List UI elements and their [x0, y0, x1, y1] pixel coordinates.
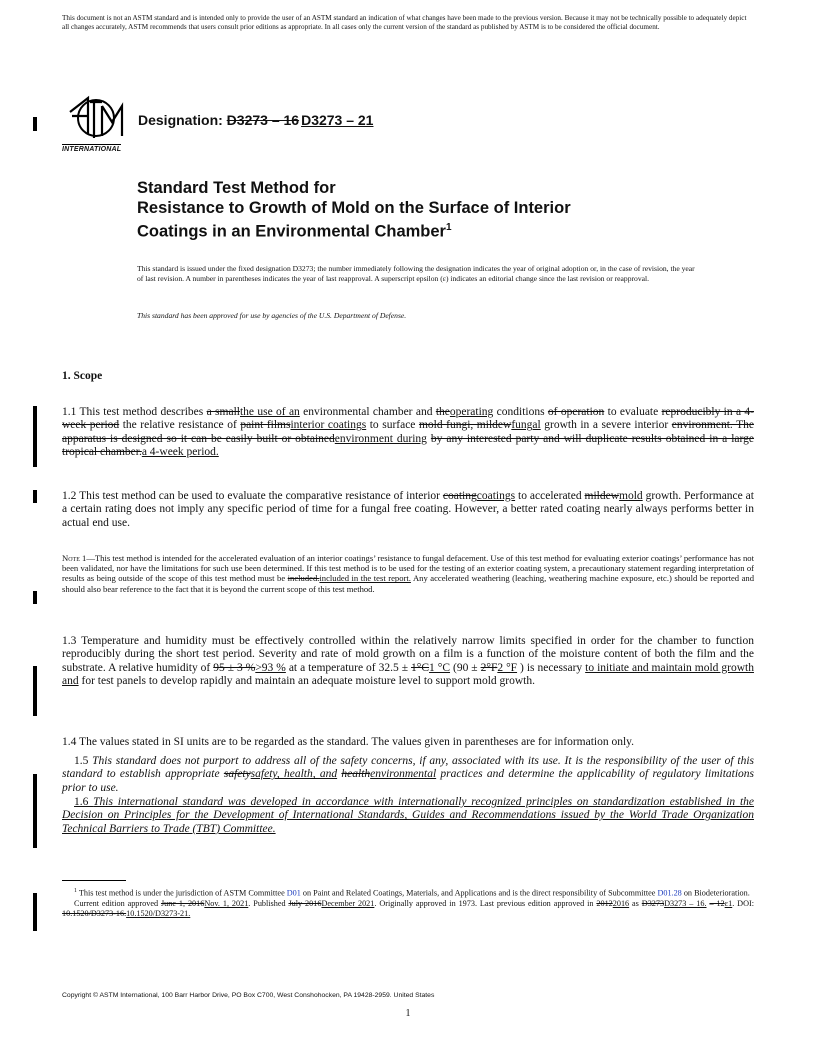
paragraph-1-5 — [62, 755, 754, 795]
title-line-3: Coatings in an Environmental Chamber — [137, 222, 446, 241]
paragraph-1-3 — [62, 635, 754, 689]
text: . Published — [248, 898, 289, 908]
paragraph-1-6 — [62, 796, 754, 836]
text: on Biodeterioration. — [681, 888, 750, 898]
deleted-text: July 2016 — [288, 898, 322, 908]
text: —This test method is intended for the accelerated evaluation of an interior coatings’ resistance to fungal defacement. Use of this test method for evaluating exterior coatings’ performance has not been validated, nor have the limitations for such use been determined. If this test method is to be used for the testing of an exterior coating system, a precautionary statement regarding interpretation of results as being outside of the scope of this test method must be — [62, 553, 754, 584]
deleted-text: paint films — [240, 419, 291, 432]
text: to accelerated — [515, 490, 585, 502]
deleted-text: 2012 — [596, 898, 613, 908]
text: as — [629, 898, 642, 908]
note-1 — [62, 553, 754, 594]
text: for test panels to develop rapidly and maintain an adequate moisture level to support mold growth. — [78, 675, 535, 688]
subcommittee-link[interactable]: D01.28 — [657, 888, 682, 898]
text: growth in a severe interior — [540, 419, 672, 432]
inserted-text: December 2021 — [321, 898, 375, 908]
deleted-text: D3273 — [641, 898, 665, 908]
inserted-text: operating — [449, 406, 494, 418]
designation-new: D3273 – 21 — [301, 112, 374, 128]
designation-label: Designation: — [138, 112, 223, 128]
text: (90 ± — [450, 661, 481, 674]
deleted-text: a small — [206, 406, 240, 418]
inserted-text: D3273 – 16. — [664, 898, 707, 908]
change-bar — [33, 591, 37, 604]
inserted-text: This international standard was developed in accordance with internationally recognized principles on standardization established in the Decision on Principles for the Development of International Standards, Guides and Recommendations issued by the World Trade Organization Technical Barriers to Trade (TBT) Committee. — [62, 796, 755, 835]
inserted-text: a 4-week period. — [141, 446, 219, 459]
text: . Originally approved in 1973. Last previous edition approved in — [374, 898, 597, 908]
text: 1.1 This test method describes — [62, 406, 207, 418]
page-number: 1 — [405, 1008, 411, 1019]
inserted-text: 1 °C — [429, 661, 451, 674]
deleted-text: reproducibly in a 4-week period — [62, 406, 754, 432]
text: Current edition approved — [74, 898, 161, 908]
inserted-text: coatings — [476, 490, 516, 502]
text: Any accelerated weathering (leaching, weathering machine exposure, etc.) should be reported and should also bear reference to the fact that it is beyond the current scope of this test method. — [62, 573, 755, 594]
disclaimer: This document is not an ASTM standard and is intended only to provide the user of an ASTM standard an indication of what changes have been made to the previous version. Because it may not be technically possible to adequately depict all changes accurately, ASTM recommends that users consult prior editions as appropriate. In all cases only the current version of the standard as published by ASTM is to be considered the official document. — [62, 14, 747, 31]
footnote-divider — [62, 880, 126, 881]
text: to surface — [366, 419, 419, 432]
text: This test method is under the jurisdiction of ASTM Committee — [77, 888, 287, 898]
change-bar — [33, 117, 37, 131]
logo-subtext: INTERNATIONAL — [62, 146, 122, 153]
copyright: Copyright © ASTM International, 100 Barr Harbor Drive, PO Box C700, West Conshohocken, PA 19428-2959. United States — [62, 992, 435, 999]
text: conditions — [493, 406, 548, 418]
change-bar — [33, 893, 37, 931]
text: 1.2 This test method can be used to evaluate the comparative resistance of interior — [62, 490, 443, 502]
deleted-text: included. — [287, 573, 320, 584]
text: practices and determine the applicability of regulatory limitations prior to use. — [62, 768, 755, 794]
inserted-text: 10.1520/D3273-21. — [126, 909, 191, 919]
deleted-text: environment. The apparatus is designed so it can be easily built or obtained — [62, 419, 754, 445]
astm-logo-icon — [62, 94, 132, 144]
inserted-text: Nov. 1, 2021 — [204, 898, 249, 908]
text: 1.3 Temperature and humidity must be effectively controlled within the relatively narrow limits specified in order for the chamber to function reproducibly during the short test period. Severity and rate of mold growth on a film is a function of the moisture content of both the film and the substrate. A relative humidity of — [62, 635, 754, 674]
text: on Paint and Related Coatings, Materials, and Applications and is the direct responsibility of Subcommittee — [300, 888, 658, 898]
inserted-text: environmental — [370, 768, 437, 781]
inserted-text: environment during — [334, 432, 427, 445]
text: the relative resistance of — [119, 419, 241, 432]
change-bar — [33, 406, 37, 467]
inserted-text: ε1 — [724, 898, 733, 908]
deleted-text: safety — [223, 768, 251, 781]
deleted-text: the — [435, 406, 450, 418]
deleted-text: 10.1520/D3273-16. — [62, 909, 127, 919]
footnote-1 — [62, 886, 754, 919]
text: ) is necessary — [517, 661, 586, 674]
inserted-text: the use of an — [239, 406, 300, 418]
paragraph-1-2 — [62, 490, 754, 530]
inserted-text: fungal — [511, 419, 541, 432]
deleted-text: coating — [442, 490, 477, 502]
page-title — [137, 178, 697, 242]
text: 1.6 — [74, 796, 94, 808]
paragraph-1-1 — [62, 406, 754, 460]
deleted-text: – 12 — [709, 898, 725, 908]
inserted-text: included in the test report. — [319, 573, 411, 584]
deleted-text: mold fungi, mildew — [418, 419, 512, 432]
inserted-text: >93 % — [255, 661, 286, 674]
inserted-text: safety, health, and — [250, 768, 338, 781]
issuance-statement: This standard is issued under the fixed designation D3273; the number immediately following the designation indicates the year of original adoption or, in the case of revision, the year of last revision. A number in parentheses indicates the year of last reapproval. A superscript epsilon (ε) indicates an editorial change since the last revision or reapproval. — [137, 264, 695, 283]
astm-logo — [62, 94, 132, 156]
deleted-text: of operation — [547, 406, 605, 418]
deleted-text: 95 ± 3 % — [213, 661, 256, 674]
title-line-1: Standard Test Method for — [137, 179, 336, 197]
footnote-mark: 1 — [74, 888, 77, 894]
designation — [138, 112, 373, 128]
change-bar — [33, 808, 37, 848]
paragraph-1-4: 1.4 The values stated in SI units are to be regarded as the standard. The values given in parentheses are for information only. — [62, 736, 635, 748]
text: 1.5 — [74, 755, 93, 767]
deleted-text: 1°C — [411, 661, 430, 674]
inserted-text: 2 °F — [497, 661, 518, 674]
deleted-text: June 1, 2016 — [160, 898, 205, 908]
inserted-text: 2016 — [612, 898, 630, 908]
deleted-text: by any interested party and will duplicate results obtained in a large tropical chamber. — [62, 432, 755, 459]
inserted-text: interior coatings — [290, 419, 367, 432]
inserted-text: mold — [619, 490, 643, 502]
deleted-text: mildew — [584, 490, 620, 502]
change-bar — [33, 666, 37, 716]
deleted-text: 2°F — [480, 661, 498, 674]
text: . DOI: — [732, 898, 754, 908]
text: growth. Performance at a certain rating does not imply any specific period of time for a fungal free coating. However, a better rated coating nearly always performs better in actual end use. — [62, 490, 754, 529]
dod-note: This standard has been approved for use by agencies of the U.S. Department of Defense. — [137, 311, 407, 320]
title-line-2: Resistance to Growth of Mold on the Surface of Interior — [137, 199, 571, 217]
text: at a temperature of 32.5 ± — [285, 661, 411, 674]
section-heading-scope: 1. Scope — [62, 370, 103, 382]
change-bar — [33, 490, 37, 503]
text: environmental chamber and — [299, 406, 436, 418]
title-footnote-mark: 1 — [445, 222, 452, 233]
committee-link[interactable]: D01 — [286, 888, 301, 898]
inserted-text: to initiate and maintain mold growth and — [62, 661, 754, 688]
text: to evaluate — [604, 406, 662, 418]
designation-old: D3273 – 16 — [226, 112, 300, 128]
text: This standard does not purport to address all of the safety concerns, if any, associated with its use. It is the responsibility of the user of this standard to establish appropriate — [62, 755, 755, 781]
deleted-text: health — [341, 768, 371, 781]
note-label: Note 1 — [62, 553, 87, 563]
